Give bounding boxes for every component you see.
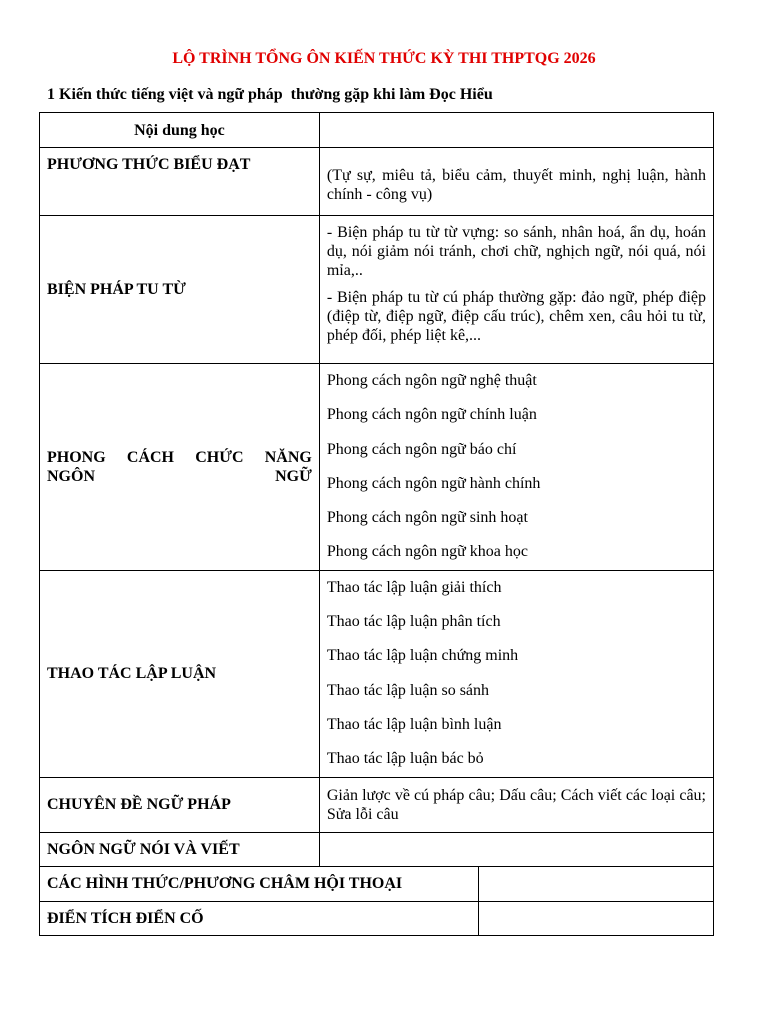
list-item: Thao tác lập luận so sánh bbox=[326, 681, 490, 699]
row-dien-tich bbox=[40, 901, 714, 935]
row-content-empty bbox=[479, 901, 714, 935]
header-cell-content: Nội dung học bbox=[40, 113, 320, 148]
row-content: (Tự sự, miêu tả, biểu cảm, thuyết minh, nghị luận, hành chính - công vụ) bbox=[319, 148, 713, 216]
row-thao-tac bbox=[40, 570, 714, 777]
row-label: CÁC HÌNH THỨC/PHƯƠNG CHÂM HỘI THOẠI bbox=[40, 866, 479, 901]
section-heading: 1 Kiến thức tiếng việt và ngữ pháp thường gặp khi làm Đọc Hiểu bbox=[47, 86, 493, 103]
row-hoi-thoai bbox=[40, 866, 714, 901]
row-label: BIỆN PHÁP TU TỪ bbox=[40, 216, 320, 364]
row-label: CHUYÊN ĐỀ NGỮ PHÁP bbox=[40, 777, 320, 832]
row-chuyen-de bbox=[40, 777, 714, 832]
list-item: Thao tác lập luận bác bỏ bbox=[326, 750, 484, 768]
row-content-empty bbox=[319, 832, 713, 866]
row-label: PHƯƠNG THỨC BIỂU ĐẠT bbox=[40, 148, 320, 216]
row-phong-cach bbox=[40, 364, 714, 571]
row-label: PHONG CÁCH CHỨC NĂNG NGÔN NGỮ bbox=[40, 364, 320, 571]
list-item: Phong cách ngôn ngữ chính luận bbox=[326, 406, 537, 424]
row-label: NGÔN NGỮ NÓI VÀ VIẾT bbox=[40, 832, 320, 866]
list-item: Phong cách ngôn ngữ báo chí bbox=[326, 440, 517, 458]
list-item: Phong cách ngôn ngữ sinh hoạt bbox=[326, 509, 528, 527]
row-phuong-thuc bbox=[40, 148, 714, 216]
study-content-table bbox=[39, 112, 714, 936]
row-content bbox=[319, 216, 713, 364]
row-content bbox=[319, 364, 713, 571]
list-item: Thao tác lập luận bình luận bbox=[326, 715, 502, 733]
list-item: Thao tác lập luận phân tích bbox=[326, 613, 501, 631]
row-label: THAO TÁC LẬP LUẬN bbox=[40, 570, 320, 777]
list-item: Phong cách ngôn ngữ hành chính bbox=[326, 474, 541, 492]
row-content-empty bbox=[479, 866, 714, 901]
list-item: Phong cách ngôn ngữ nghệ thuật bbox=[326, 372, 537, 389]
list-item: Thao tác lập luận giải thích bbox=[326, 578, 502, 596]
header-cell-empty bbox=[319, 113, 713, 148]
list-item: Thao tác lập luận chứng minh bbox=[326, 647, 519, 665]
paragraph-lexical-devices: - Biện pháp tu từ từ vựng: so sánh, nhân hoá, ẩn dụ, hoán dụ, nói giảm nói tránh, chơi chữ, nghịch ngữ, nói quá, nói mỉa,.. bbox=[326, 224, 706, 279]
row-content bbox=[319, 570, 713, 777]
row-label: ĐIỂN TÍCH ĐIỂN CỐ bbox=[40, 901, 479, 935]
table-header-row bbox=[40, 113, 714, 148]
row-bien-phap bbox=[40, 216, 714, 364]
row-ngon-ngu-noi-viet bbox=[40, 832, 714, 866]
list-item: Phong cách ngôn ngữ khoa học bbox=[326, 543, 528, 561]
row-content: Giản lược về cú pháp câu; Dấu câu; Cách viết các loại câu; Sửa lỗi câu bbox=[319, 777, 713, 832]
document-title: LỘ TRÌNH TỔNG ÔN KIẾN THỨC KỲ THI THPTQG 2026 bbox=[172, 50, 596, 67]
paragraph-syntactic-devices: - Biện pháp tu từ cú pháp thường gặp: đảo ngữ, phép điệp (điệp từ, điệp ngữ, điệp cấu trúc), chêm xen, câu hỏi tu từ, phép đối, phép liệt kê,... bbox=[326, 289, 706, 344]
